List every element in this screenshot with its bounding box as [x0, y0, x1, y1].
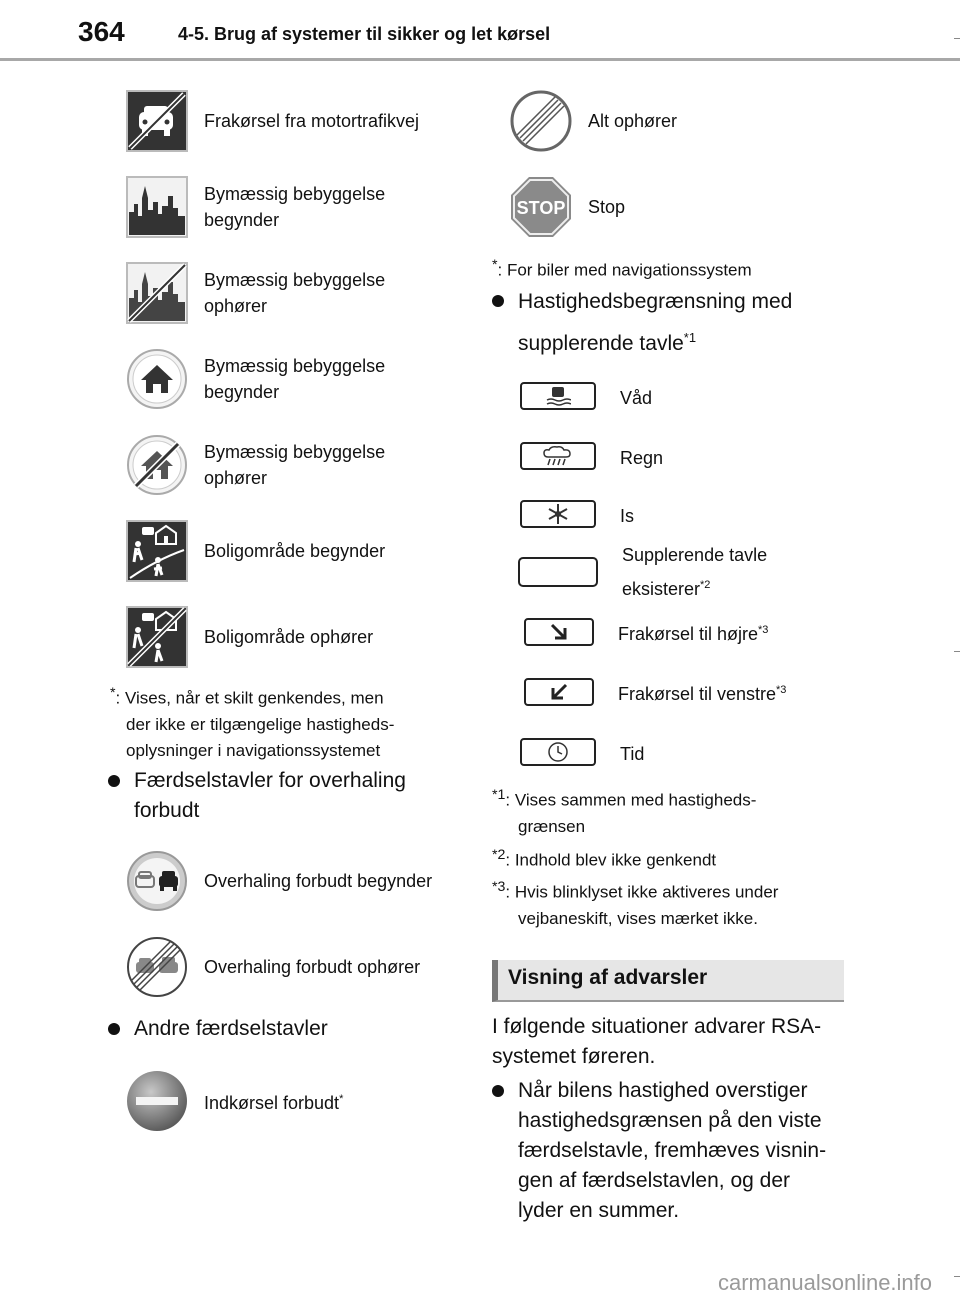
footnote-text: : For biler med navigationssystem [497, 260, 752, 280]
sign-row [126, 936, 420, 998]
sign-row [126, 434, 385, 496]
footnote-1 [492, 782, 852, 840]
page-header [0, 0, 960, 62]
footnote-text: : Hvis blinklyset ikke aktiveres under [505, 882, 779, 902]
footnote-text: oplysninger i navigationssystemet [126, 740, 381, 760]
panel-label-text: Is [620, 506, 635, 526]
city-begin-icon [126, 176, 188, 238]
page-number: 364 [78, 16, 125, 47]
snowflake-icon [520, 500, 596, 528]
bullet-text: Når bilens hastighed overstiger hastighedsgrænsen på den viste færdselstavle, fremhæves visnin- gen af færdselstavlen, og der lyder en summer. [518, 1079, 827, 1222]
bullet-icon [492, 1085, 504, 1097]
panel-row [520, 440, 663, 472]
blank-panel-icon [518, 557, 598, 587]
panel-row [520, 380, 652, 412]
stop-sign-text: STOP [516, 198, 566, 218]
sign-row [126, 850, 432, 912]
paragraph: I følgende situationer advarer RSA- systemet føreren. [492, 1015, 822, 1068]
bullet-warning [492, 1076, 852, 1226]
footnote-mark: *1 [492, 787, 506, 803]
footnote-3 [492, 874, 852, 932]
footnote-mark: *2 [700, 579, 711, 591]
sign-label: Frakørsel fra motortrafikvej [204, 111, 420, 131]
sign-label: Bymæssig bebyggelse begynder [204, 184, 386, 230]
footnote-text: : Vises, når et skilt genkendes, men [115, 688, 384, 708]
bullet-text-line [492, 320, 852, 362]
sign-row [126, 176, 385, 238]
footnote-mark: * [492, 257, 498, 273]
sign-row [126, 90, 419, 152]
panel-row [524, 676, 786, 708]
sign-row [126, 262, 385, 324]
footnote-mark: *2 [492, 847, 506, 863]
panel-label-text: Frakørsel til venstre [618, 684, 777, 704]
footnote-mark: *3 [492, 879, 506, 895]
built-up-area-begin-icon [126, 348, 188, 410]
crop-mark [954, 651, 960, 652]
sign-label: Overhaling forbudt begynder [204, 871, 433, 891]
crop-mark [954, 1276, 960, 1277]
footnote-text: grænsen [518, 816, 586, 836]
panel-label [620, 736, 644, 768]
no-entry-icon [126, 1070, 188, 1132]
sign-label: Boligområde ophører [204, 627, 374, 647]
bullet-overtaking [108, 766, 458, 826]
sign-label: Overhaling forbudt ophører [204, 957, 421, 977]
sign-label: Bymæssig bebyggelse begynder [204, 356, 386, 402]
sign-label: Stop [588, 197, 626, 217]
sign-label [204, 1086, 343, 1116]
section-heading [492, 960, 844, 1002]
footnote-star [110, 680, 470, 764]
sign-row [126, 606, 373, 668]
panel-label [620, 498, 634, 530]
section-title: 4-5. Brug af systemer til sikker og let kørsel [178, 24, 551, 44]
residential-area-begin-icon [126, 520, 188, 582]
no-overtaking-begin-icon [126, 850, 188, 912]
panel-row [524, 616, 768, 648]
bullet-text: Færdselstavler for overhaling forbudt [134, 769, 406, 822]
sign-row [126, 520, 385, 582]
footnote-text: : Indhold blev ikke genkendt [505, 850, 717, 870]
panel-row [520, 498, 634, 530]
panel-label-text: Tid [620, 744, 645, 764]
footnote-mark: *3 [776, 684, 787, 696]
sign-label: Alt ophører [588, 111, 678, 131]
panel-label-text: Våd [620, 388, 653, 408]
panel-label-text: Supplerende tavle eksisterer [622, 545, 768, 599]
footnote-mark: * [339, 1093, 344, 1105]
built-up-area-end-icon [126, 434, 188, 496]
wet-road-icon [520, 382, 596, 410]
crop-mark [954, 38, 960, 39]
footnote-text: : Vises sammen med hastigheds- [505, 790, 757, 810]
panel-label-text: Frakørsel til højre [618, 624, 759, 644]
panel-label [620, 440, 663, 472]
sign-label: Bymæssig bebyggelse ophører [204, 442, 386, 488]
exit-left-arrow-icon [524, 678, 594, 706]
header-rule [0, 58, 960, 61]
bullet-icon [108, 775, 120, 787]
bullet-speed [492, 284, 852, 362]
city-end-icon [126, 262, 188, 324]
sign-row [126, 1070, 343, 1132]
panel-label [622, 540, 767, 604]
sign-row [126, 348, 385, 410]
panel-row [520, 736, 644, 768]
footnote-2 [492, 842, 852, 874]
footnote-text: vejbaneskift, vises mærket ikke. [518, 908, 758, 928]
section-heading-text: Visning af advarsler [508, 966, 708, 989]
panel-label [620, 380, 652, 412]
sign-label-text: Indkørsel forbudt [204, 1093, 340, 1113]
no-overtaking-end-icon [126, 936, 188, 998]
stop-sign-icon [510, 176, 572, 238]
footnote-nav [492, 252, 852, 284]
bullet-text: supplerende tavle [518, 332, 684, 355]
footnote-mark: * [110, 685, 116, 701]
sign-label: Boligområde begynder [204, 541, 386, 561]
rain-cloud-icon [520, 442, 596, 470]
sign-row [510, 176, 625, 238]
panel-label [618, 616, 768, 648]
all-restrictions-end-icon [510, 90, 572, 152]
bullet-text: Hastighedsbegrænsning med [518, 290, 793, 313]
watermark: carmanualsonline.info [718, 1270, 933, 1295]
sign-row [510, 90, 677, 152]
bullet-icon [108, 1023, 120, 1035]
panel-label [618, 676, 786, 708]
residential-area-end-icon [126, 606, 188, 668]
clock-icon [520, 738, 596, 766]
sign-label: Bymæssig bebyggelse ophører [204, 270, 386, 316]
footnote-mark: *3 [758, 624, 769, 636]
panel-row [518, 540, 767, 604]
exit-right-arrow-icon [524, 618, 594, 646]
footnote-mark: *1 [683, 330, 697, 345]
motorway-exit-icon [126, 90, 188, 152]
footnote-text: der ikke er tilgængelige hastigheds- [126, 714, 395, 734]
bullet-text: Andre færdselstavler [134, 1017, 328, 1040]
bullet-icon [492, 295, 504, 307]
panel-label-text: Regn [620, 448, 664, 468]
bullet-other [108, 1014, 458, 1044]
